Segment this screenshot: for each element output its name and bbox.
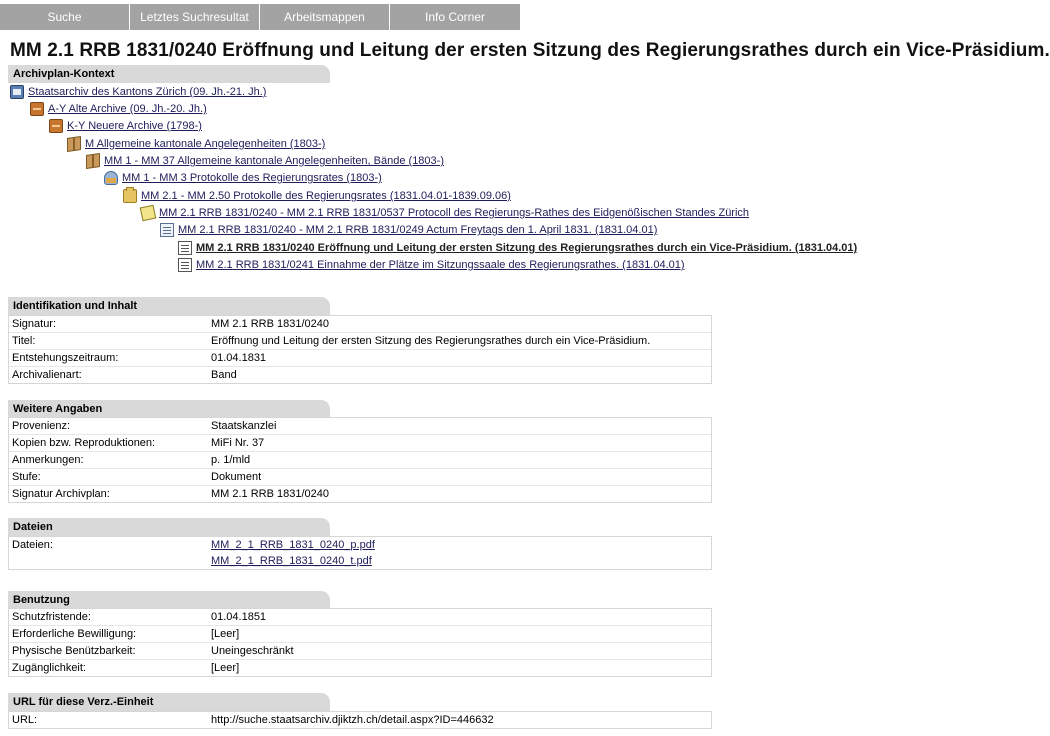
tree-item-mm1-mm3[interactable] [104,170,382,186]
tree-link[interactable]: MM 2.1 RRB 1831/0241 Einnahme der Plätze im Sitzungssaale des Regierungsrathes. (1831.04.01) [196,259,685,271]
box-icon [30,102,44,116]
tree-item-rrb-0240-current[interactable] [178,240,857,256]
table-row [9,350,711,367]
identifikation-table [8,315,712,384]
section-heading-archivplan: Archivplan-Kontext [8,65,330,83]
dossier-icon [140,205,157,222]
folder-icon [123,189,137,203]
file-link-p-pdf[interactable]: MM_2_1_RRB_1831_0240_p.pdf [211,539,375,551]
tree-link[interactable]: MM 2.1 RRB 1831/0240 - MM 2.1 RRB 1831/0537 Protocoll des Regierungs-Rathes des Eidgenößischen Standes Zürich [159,207,750,219]
tree-link[interactable]: A-Y Alte Archive (09. Jh.-20. Jh.) [48,103,207,115]
row-value: p. 1/mld [211,454,251,466]
row-label: Anmerkungen: [12,454,84,466]
section-heading-dateien: Dateien [8,518,330,536]
tree-item-mm1-mm37[interactable] [86,153,444,169]
table-row [9,643,711,660]
row-value: Dokument [211,471,262,483]
section-heading-url: URL für diese Verz.-Einheit [8,693,330,711]
row-label: Stufe: [12,471,41,483]
table-row [9,660,711,676]
tree-link[interactable]: K-Y Neuere Archive (1798-) [67,120,202,132]
tree-link[interactable]: MM 1 - MM 37 Allgemeine kantonale Angelegenheiten, Bände (1803-) [104,155,444,167]
weitere-angaben-table [8,417,712,503]
tree-item-rrb-0240-0249[interactable] [160,222,657,238]
row-value: Band [211,369,237,381]
table-row [9,626,711,643]
row-value: MiFi Nr. 37 [211,437,265,449]
tree-link[interactable]: MM 2.1 - MM 2.50 Protokolle des Regierungsrates (1831.04.01-1839.09.06) [141,190,511,202]
tree-link[interactable]: MM 2.1 RRB 1831/0240 - MM 2.1 RRB 1831/0249 Actum Freytags den 1. April 1831. (1831.04.01) [178,224,658,236]
tree-item-rrb-0240-0537[interactable] [141,205,749,221]
top-navigation [0,4,521,30]
row-label: Provenienz: [12,420,71,432]
tree-item-m-allgemeine[interactable] [67,136,325,152]
row-value: Staatskanzlei [211,420,277,432]
row-value: [Leer] [211,662,240,674]
page-title: MM 2.1 RRB 1831/0240 Eröffnung und Leitung der ersten Sitzung des Regierungsrathes durch ein Vice-Präsidium. [10,40,1050,61]
document-icon [160,223,174,237]
url-table [8,711,712,729]
table-row [9,469,711,486]
tab-suche[interactable]: Suche [0,4,129,30]
table-row [9,712,711,728]
table-row [9,452,711,469]
row-label: Signatur Archivplan: [12,488,110,500]
tree-item-alte-archive[interactable] [30,101,207,117]
benutzung-table [8,608,712,677]
section-heading-benutzung: Benutzung [8,591,330,609]
file-link-t-pdf[interactable]: MM_2_1_RRB_1831_0240_t.pdf [211,555,372,567]
row-value: 01.04.1851 [211,611,267,623]
row-value: [Leer] [211,628,240,640]
row-label: Erforderliche Bewilligung: [12,628,137,640]
table-row [9,316,711,333]
package-icon [67,136,81,152]
row-label: Titel: [12,335,36,347]
tree-link[interactable]: MM 1 - MM 3 Protokolle des Regierungsrates (1803-) [122,172,382,184]
tab-letztes-suchresultat[interactable]: Letztes Suchresultat [130,4,259,30]
table-row [9,486,711,502]
section-heading-weitere-angaben: Weitere Angaben [8,400,330,418]
tree-item-rrb-0241[interactable] [178,257,685,273]
row-label: Signatur: [12,318,57,330]
file-list [207,537,711,569]
row-label: Zugänglichkeit: [12,662,86,674]
row-label: Dateien: [12,539,53,551]
table-row [9,333,711,350]
table-row [9,609,711,626]
dateien-table [8,536,712,570]
tree-item-staatsarchiv[interactable] [10,84,266,100]
row-label: Schutzfristende: [12,611,91,623]
row-label: Kopien bzw. Reproduktionen: [12,437,156,449]
page-icon [178,241,192,255]
tree-link[interactable]: M Allgemeine kantonale Angelegenheiten (1803-) [85,138,326,150]
table-row [9,418,711,435]
row-value: Eröffnung und Leitung der ersten Sitzung des Regierungsrathes durch ein Vice-Präsidium. [211,335,651,347]
row-value: MM 2.1 RRB 1831/0240 [211,318,330,330]
box-icon [49,119,63,133]
row-label: Physische Benützbarkeit: [12,645,136,657]
page-icon [178,258,192,272]
tree-link[interactable]: Staatsarchiv des Kantons Zürich (09. Jh.-21. Jh.) [28,86,267,98]
archive-icon [10,85,24,99]
table-row [9,367,711,383]
tree-link[interactable]: MM 2.1 RRB 1831/0240 Eröffnung und Leitung der ersten Sitzung des Regierungsrathes durch ein Vice-Präsidium. (1831.04.01) [196,242,858,254]
section-heading-identifikation: Identifikation und Inhalt [8,297,330,315]
tree-item-mm21-mm250[interactable] [123,188,511,204]
row-value: 01.04.1831 [211,352,267,364]
table-row [9,435,711,452]
volumes-icon [104,171,118,185]
url-value: http://suche.staatsarchiv.djiktzh.ch/detail.aspx?ID=446632 [211,714,494,726]
row-value: Uneingeschränkt [211,645,294,657]
table-row [9,537,711,569]
tree-item-neuere-archive[interactable] [49,118,202,134]
row-label: URL: [12,714,38,726]
tab-arbeitsmappen[interactable]: Arbeitsmappen [260,4,389,30]
tab-info-corner[interactable]: Info Corner [390,4,520,30]
row-value: MM 2.1 RRB 1831/0240 [211,488,330,500]
package-icon [86,153,100,169]
row-label: Entstehungszeitraum: [12,352,119,364]
row-label: Archivalienart: [12,369,82,381]
